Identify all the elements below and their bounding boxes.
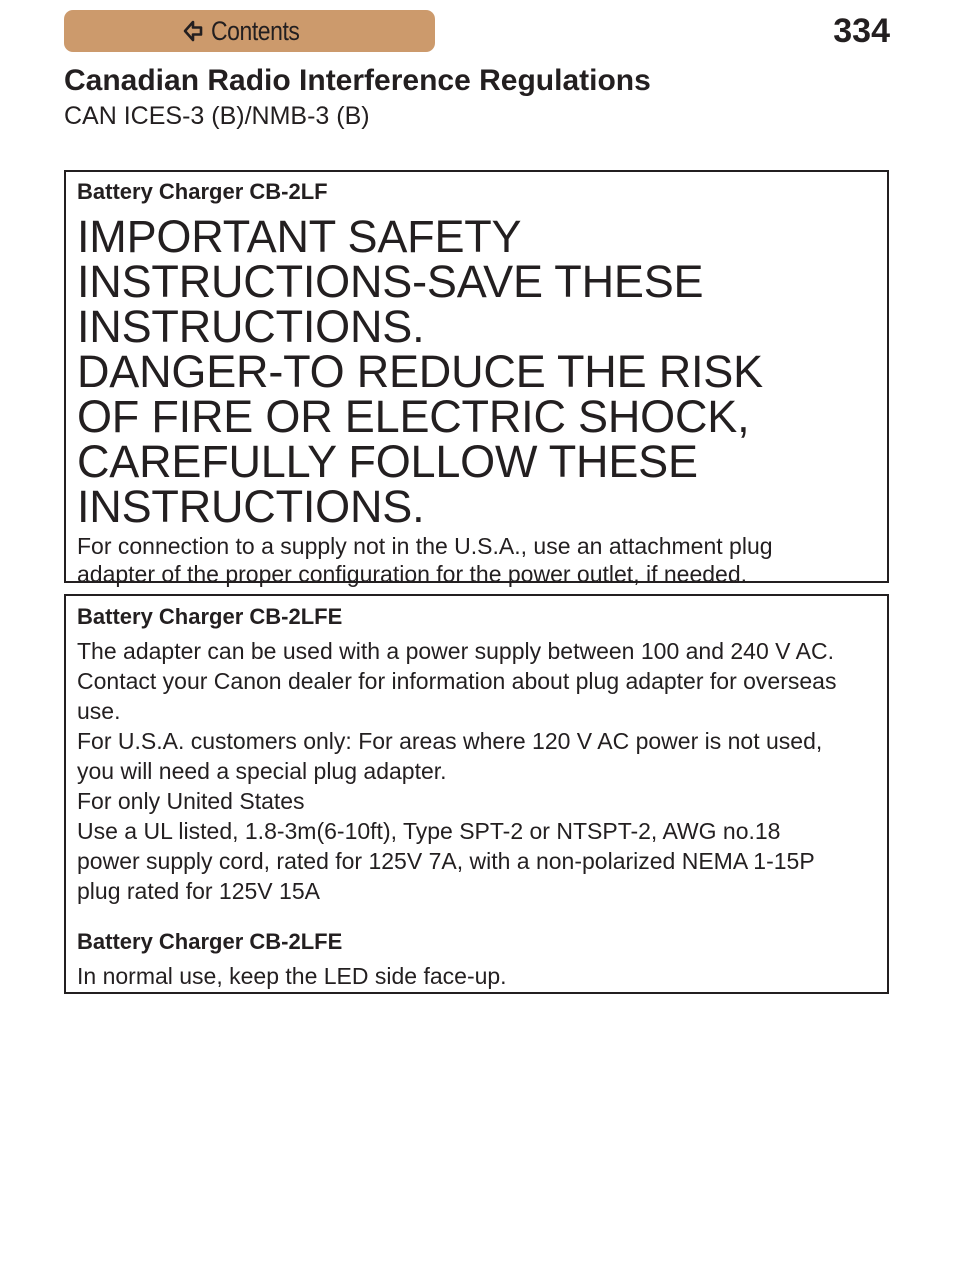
note-line: adapter of the proper configuration for the power outlet, if needed.	[77, 561, 747, 587]
note-line: For connection to a supply not in the U.S.A., use an attachment plug	[77, 533, 773, 559]
page-subtitle: CAN ICES-3 (B)/NMB-3 (B)	[64, 102, 370, 130]
arrow-left-icon	[183, 19, 203, 43]
safety-warning	[77, 211, 876, 532]
warning-line: INSTRUCTIONS.	[77, 481, 425, 532]
warning-line: INSTRUCTIONS-SAVE THESE	[77, 256, 704, 307]
warning-line: CAREFULLY FOLLOW THESE	[77, 436, 698, 487]
page-number: 334	[833, 12, 890, 50]
box-title: Battery Charger CB-2LFE	[77, 929, 343, 954]
charger-details-text	[77, 636, 876, 906]
page-title: Canadian Radio Interference Regulations	[64, 64, 651, 97]
text-line: use.	[77, 698, 121, 724]
text-line: Contact your Canon dealer for information about plug adapter for overseas	[77, 668, 837, 694]
text-line: For only United States	[77, 788, 305, 814]
box-title: Battery Charger CB-2LF	[77, 179, 328, 204]
warning-line: DANGER-TO REDUCE THE RISK	[77, 346, 763, 397]
text-line: power supply cord, rated for 125V 7A, with a non-polarized NEMA 1-15P	[77, 848, 815, 874]
text-line: you will need a special plug adapter.	[77, 758, 447, 784]
contents-label: Contents	[211, 15, 300, 46]
warning-line: IMPORTANT SAFETY	[77, 211, 522, 262]
led-orientation-text: In normal use, keep the LED side face-up.	[77, 963, 507, 989]
text-line: Use a UL listed, 1.8-3m(6-10ft), Type SPT-2 or NTSPT-2, AWG no.18	[77, 818, 781, 844]
text-line: For U.S.A. customers only: For areas where 120 V AC power is not used,	[77, 728, 823, 754]
text-line: The adapter can be used with a power supply between 100 and 240 V AC.	[77, 638, 834, 664]
plug-adapter-note	[77, 532, 876, 588]
warning-line: INSTRUCTIONS.	[77, 301, 425, 352]
box-title: Battery Charger CB-2LFE	[77, 604, 343, 629]
text-line: plug rated for 125V 15A	[77, 878, 320, 904]
contents-button[interactable]	[64, 10, 435, 52]
charger-details-box	[64, 594, 889, 994]
warning-line: OF FIRE OR ELECTRIC SHOCK,	[77, 391, 750, 442]
safety-instructions-box	[64, 170, 889, 587]
